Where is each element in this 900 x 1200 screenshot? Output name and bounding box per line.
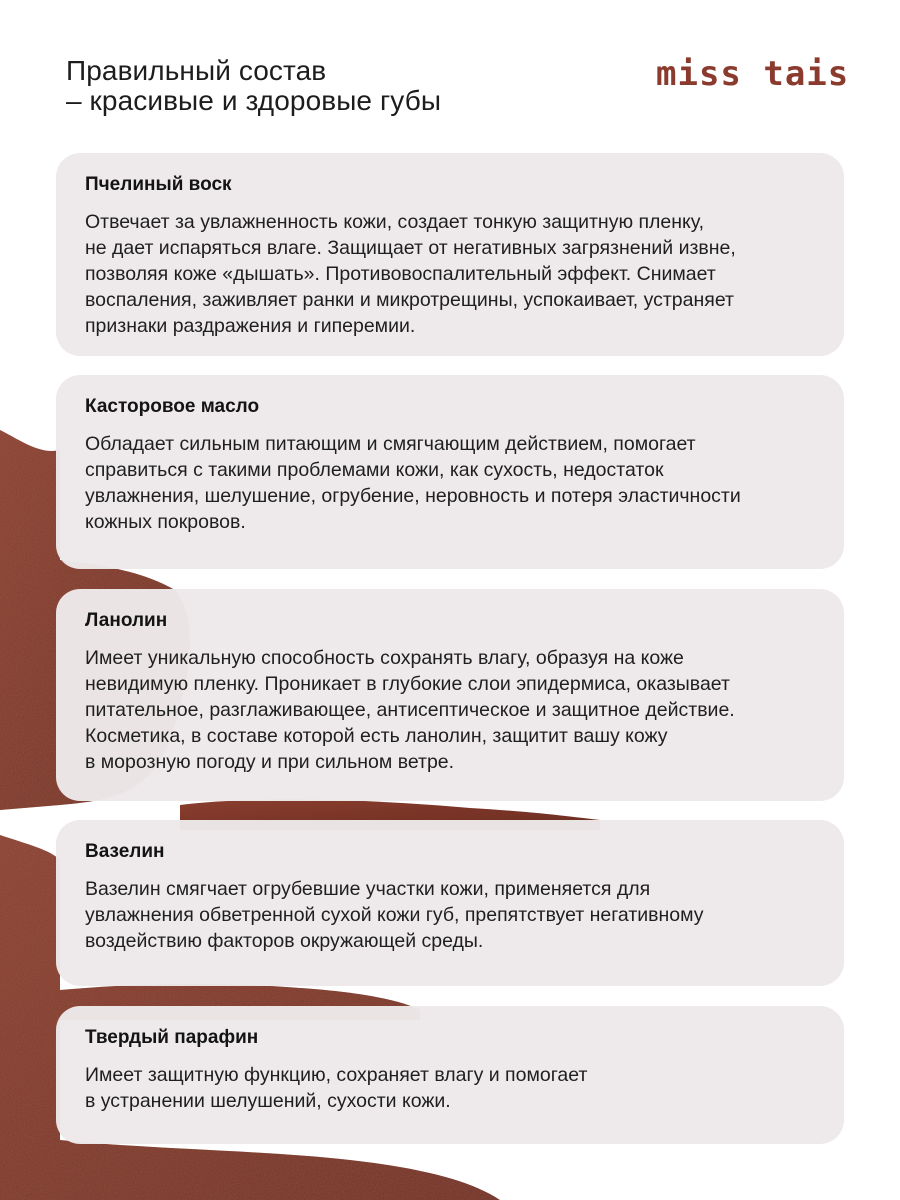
ingredient-card-paraffin — [56, 1006, 844, 1144]
brand-logo — [656, 52, 850, 96]
ingredient-title: Ланолин — [85, 610, 168, 631]
ingredient-title: Твердый парафин — [85, 1027, 259, 1048]
ingredient-card-lanolin — [56, 589, 844, 801]
page-title-line-1: Правильный состав — [66, 55, 327, 86]
ingredient-description: Имеет защитную функцию, сохраняет влагу и помогает в устранении шелушений, сухости кожи. — [85, 1064, 588, 1112]
ingredient-description: Вазелин смягчает огрубевшие участки кожи, применяется для увлажнения обветренной сухой кожи губ, препятствует негативному воздействию факторов окружающей среды. — [85, 878, 704, 952]
page-title-line-2: – красивые и здоровые губы — [66, 85, 442, 116]
page-title — [66, 56, 626, 116]
ingredient-description: Обладает сильным питающим и смягчающим действием, помогает справиться с такими проблемами кожи, как сухость, недостаток увлажнения, шелушение, огрубение, неровность и потеря эластичности кожных покровов. — [85, 433, 741, 533]
ingredient-title: Пчелиный воск — [85, 174, 232, 195]
ingredient-title: Касторовое масло — [85, 396, 260, 417]
ingredient-card-vaseline — [56, 820, 844, 986]
ingredient-title: Вазелин — [85, 841, 165, 862]
ingredient-card-castor-oil — [56, 375, 844, 569]
brand-logo-text: miss tais — [656, 54, 850, 94]
ingredient-card-beeswax — [56, 153, 844, 356]
ingredient-description: Отвечает за увлажненность кожи, создает тонкую защитную пленку, не дает испаряться влаге. Защищает от негативных загрязнений извне, позволяя коже «дышать». Противовоспалительный эффект. Снимает воспаления, заживляет ранки и микротрещины, успокаивает, устраняет признаки раздражения и гиперемии. — [85, 211, 736, 337]
ingredient-description: Имеет уникальную способность сохранять влагу, образуя на коже невидимую пленку. Проникает в глубокие слои эпидермиса, оказывает питательное, разглаживающее, антисептическое и защитное действие. Косметика, в составе которой есть ланолин, защитит вашу кожу в морозную погоду и при сильном ветре. — [85, 647, 735, 773]
